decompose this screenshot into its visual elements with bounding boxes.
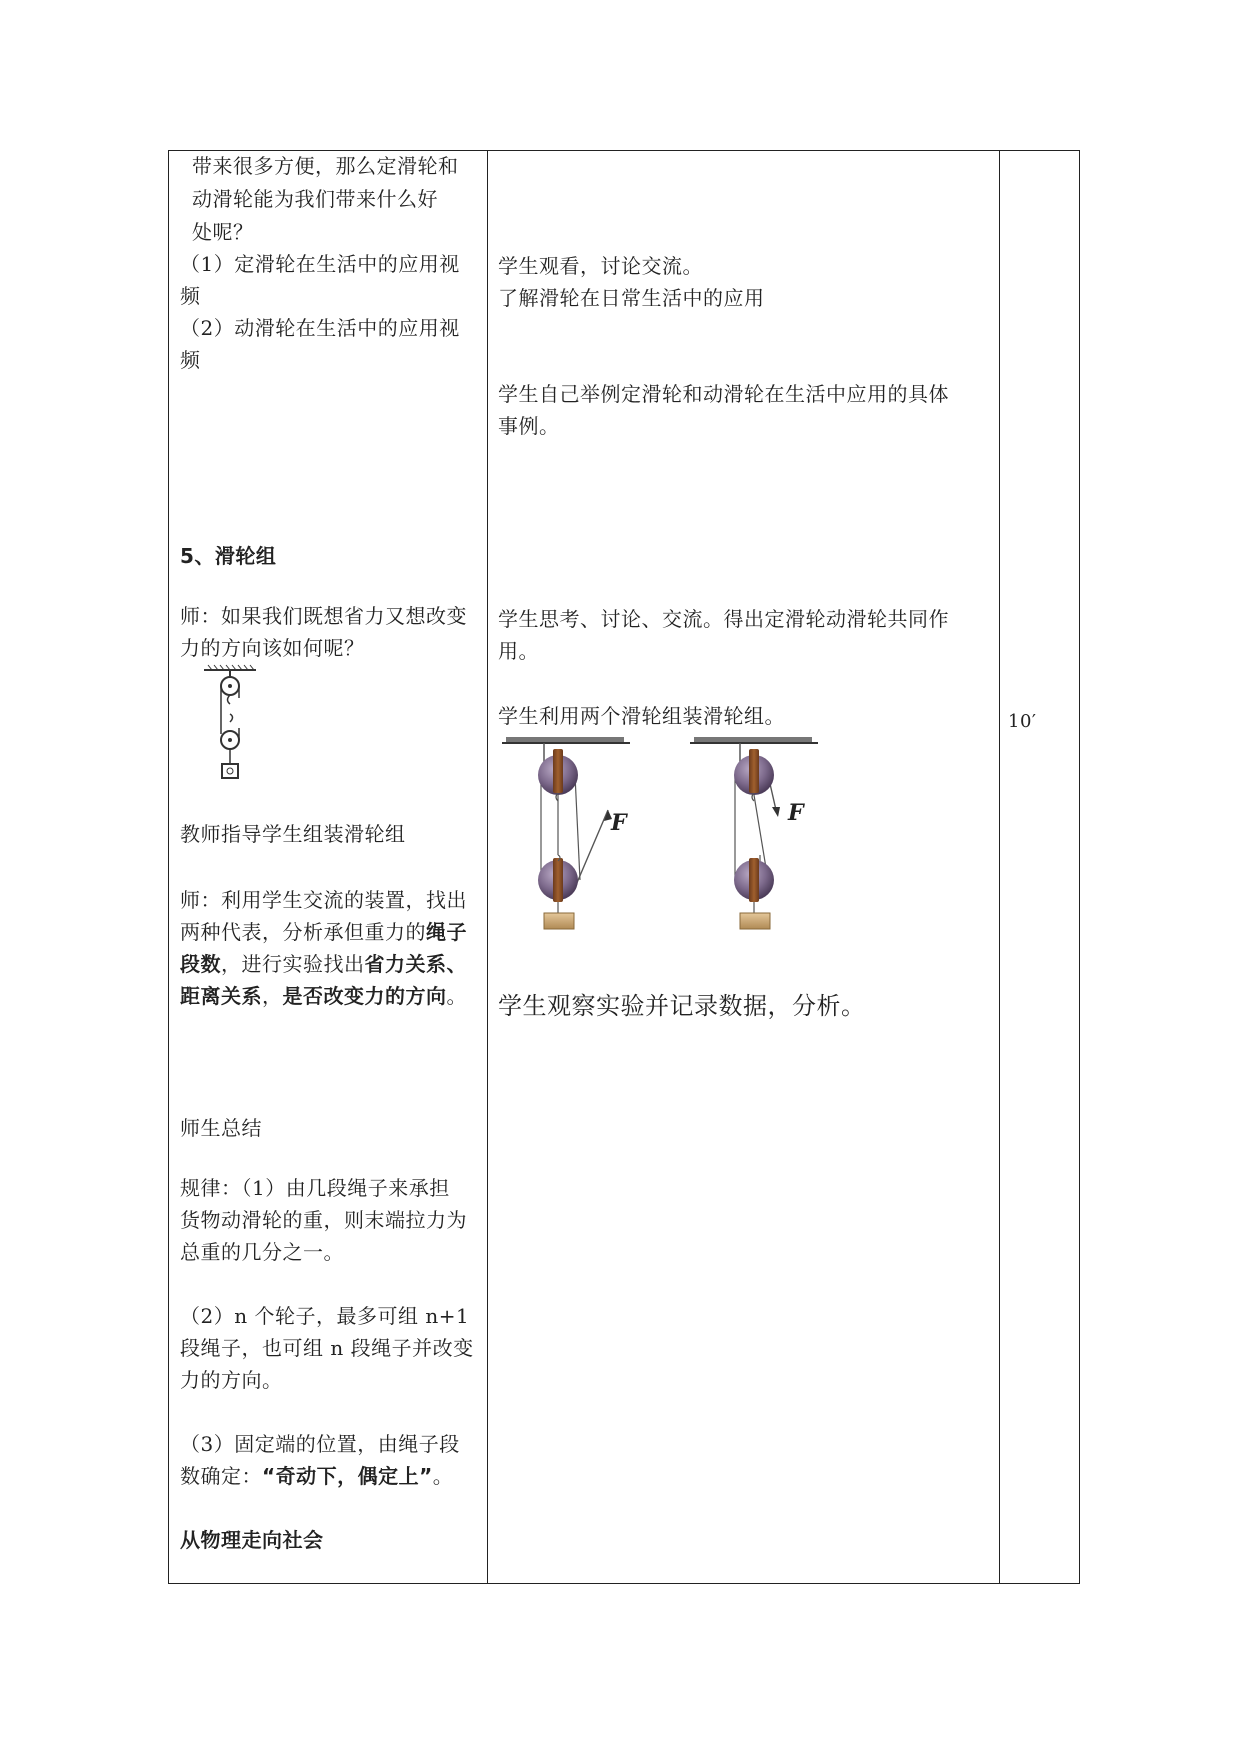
pulley-sketch-icon (200, 664, 260, 790)
guide-text: 教师指导学生组装滑轮组 (180, 822, 406, 846)
question-line-1: 师：如果我们既想省力又想改变 (180, 604, 467, 628)
rule3-line-2-text: 数确定： (180, 1464, 262, 1488)
summary-label: 师生总结 (180, 1116, 262, 1140)
analysis-line-4 (180, 980, 467, 1012)
video2-line-1: （2）动滑轮在生活中的应用视 (180, 316, 460, 340)
analysis-line-4-period: 。 (446, 984, 467, 1008)
force-label-left: F (611, 810, 627, 836)
intro-line-1: 带来很多方便，那么定滑轮和 (192, 154, 459, 178)
think-line-2: 用。 (498, 639, 539, 663)
analysis-line-2-bold: 绳子 (426, 920, 467, 944)
analysis-line-1: 师：利用学生交流的装置，找出 (180, 888, 467, 912)
analysis-line-3 (180, 948, 467, 980)
pulley-system-left-diagram (500, 735, 650, 950)
column-divider-2 (999, 151, 1000, 1583)
rule1-line-2: 货物动滑轮的重，则末端拉力为 (180, 1208, 467, 1232)
rule1-line-1: 规律：（1）由几段绳子来承担 (180, 1176, 450, 1200)
section-heading: 5、滑轮组 (180, 544, 277, 568)
video2-line-2: 频 (180, 348, 201, 372)
analysis-line-4-bold-a: 距离关系 (180, 984, 262, 1008)
analysis-line-4-bold-b: 是否改变力的方向 (282, 984, 447, 1008)
analysis-line-3-text: ，进行实验找出 (221, 952, 365, 976)
rule3-line-2-bold: “奇动下，偶定上” (262, 1464, 433, 1488)
intro-line-3: 处呢？ (192, 220, 254, 244)
rule2-line-2: 段绳子，也可组 n 段绳子并改变 (180, 1336, 474, 1360)
video1-line-2: 频 (180, 284, 201, 308)
understand-text: 了解滑轮在日常生活中的应用 (498, 286, 765, 310)
force-label-right: F (788, 800, 804, 826)
question-line-2: 力的方向该如何呢？ (180, 636, 365, 660)
rule3-line-1: （3）固定端的位置，由绳子段 (180, 1432, 460, 1456)
analysis-line-4-comma: ， (262, 984, 283, 1008)
rule2-line-1: （2）n 个轮子，最多可组 n+1 (180, 1304, 470, 1328)
analysis-line-2-text: 两种代表，分析承但重力的 (180, 920, 426, 944)
duration-text: 10′ (1008, 711, 1037, 732)
observe-text: 学生观察实验并记录数据，分析。 (498, 992, 866, 1020)
rule1-line-3: 总重的几分之一。 (180, 1240, 344, 1264)
examples-line-1: 学生自己举例定滑轮和动滑轮在生活中应用的具体 (498, 382, 949, 406)
closing-heading: 从物理走向社会 (180, 1528, 324, 1552)
analysis-line-3-bold-b: 省力关系、 (364, 952, 467, 976)
watch-text: 学生观看，讨论交流。 (498, 254, 703, 278)
examples-line-2: 事例。 (498, 414, 560, 438)
rule3-line-2 (180, 1460, 453, 1492)
rule3-line-2-period: 。 (432, 1464, 454, 1488)
analysis-line-2 (180, 916, 467, 948)
intro-line-2: 动滑轮能为我们带来什么好 (192, 187, 438, 211)
assemble-text: 学生利用两个滑轮组装滑轮组。 (498, 704, 785, 728)
pulley-system-right-diagram (688, 735, 838, 950)
analysis-line-3-bold-a: 段数 (180, 952, 221, 976)
think-line-1: 学生思考、讨论、交流。得出定滑轮动滑轮共同作 (498, 607, 949, 631)
column-divider-1 (487, 151, 488, 1583)
rule2-line-3: 力的方向。 (180, 1368, 283, 1392)
video1-line-1: （1）定滑轮在生活中的应用视 (180, 252, 460, 276)
